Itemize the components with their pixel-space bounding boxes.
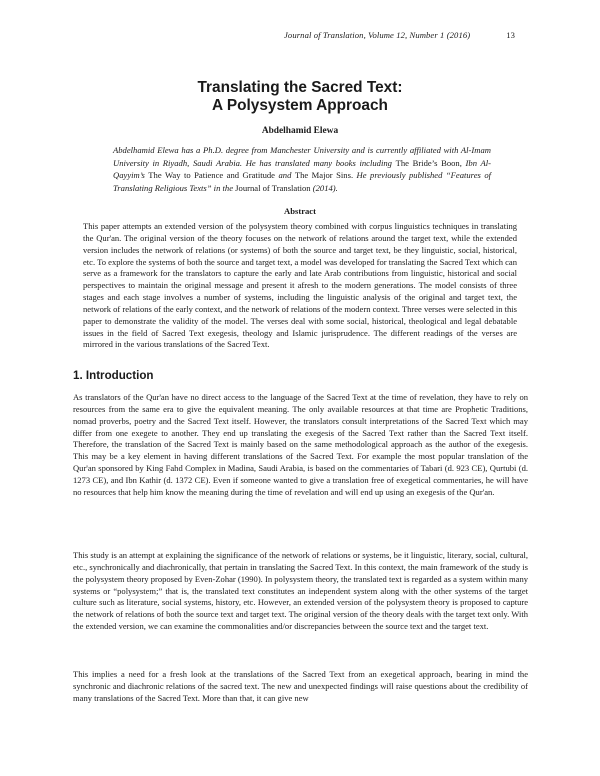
title-line-1: Translating the Sacred Text: [197, 79, 403, 96]
paragraph: This implies a need for a fresh look at the translations of the Sacred Text from an exegetical approach, bearing in mind the synchronic and diachronic relations of the sacred text. The new and unexpected findings will raise questions about the credibility of many translations of the Sacred Text. More than that, it can give new [73, 669, 528, 703]
author-name: Abdelhamid Elewa [261, 126, 339, 136]
title-line-2: A Polysystem Approach [212, 97, 388, 114]
bio-text: Ibn Al-Qayyim’s [113, 157, 491, 181]
bio-text: (2014). [310, 183, 338, 194]
bio-book-title: The Major Sins. [294, 170, 354, 181]
bio-text: and [275, 170, 295, 181]
paragraph: This study is an attempt at explaining the significance of the network of relations or systems, be it linguistic, literary, social, cultural, etc., synchronically and diachronically, that pertain in translating the Sacred Text. In this context, the main framework of the study is the polysystem theory proposed by Even-Zohar (1990). In polysystem theory, the translated text is regarded as a system within many systems or “polysystem;” that is, the translated text constitutes an independent system along with the other systems of the target culture such as literature, social systems, history, etc. However, an extended version of the polysystem theory is proposed to capture the network of relations of both the source text and target text. The original version of the theory deals with the target text only. With the extended version, we can examine the commonalities and/or discrepancies between the source text and the target text. [73, 550, 528, 632]
abstract-text: This paper attempts an extended version of the polysystem theory combined with corpus linguistics techniques in translating the Qur'an. The original version of the theory focuses on the network of relations around the target text, while the extended version includes the network of relations (or systems) of both the source and target text, be they linguistic, social, historical, etc. To explore the systems of both the source and target text, a model was developed for translating the Sacred Text which can serve as a framework for the translators to capture the early and late Arab contributions from linguistic, historical and social perspectives to maintain the original message and present it afresh to the modern generations. The model consists of three stages and each stage involves a number of systems, including the linguistic analysis of the original and target text, the network of relations of the early context, and the network of relations of the modern context. Three verses were selected in this paper to demonstrate the validity of the model. The verses deal with some social, historical, theological and legal debatable issues in the field of Sacred Text exegesis, theology and Islamic jurisprudence. The different readings of the verses are mirrored in the various translations of the Sacred Text. [83, 221, 517, 350]
running-head [0, 30, 515, 40]
article-title [0, 79, 600, 115]
author-bio [113, 144, 491, 195]
section-heading-introduction: 1. Introduction [73, 369, 154, 382]
page-number: 13 [506, 30, 515, 40]
journal-citation: Journal of Translation, Volume 12, Number 1 (2016) [284, 30, 471, 40]
bio-book-title: The Bride’s Boon, [395, 157, 462, 168]
bio-text: Abdelhamid Elewa has a Ph.D. degree from Manchester University and is currently affiliated with Al-Imam University in Riyadh, Saudi Arabia. He has translated many books including [113, 145, 491, 168]
bio-text: He previously published “Features of Translating Religious Texts” in the [113, 170, 492, 194]
paragraph: As translators of the Qur'an have no direct access to the language of the Sacred Text at the time of revelation, they have to rely on resources from the same era to give the equivalent meaning. The only available resources at that time are Prophetic Traditions, nomad proverbs, poetry and the Sacred Text itself. However, the translators consult interpretations of the Sacred Text which may differ from one exegete to another. They end up translating the exegesis of the Sacred Text rather than the Sacred Text itself. Therefore, the translation of the Sacred Text is mainly based on the same methodological approach as the author of the exegesis. This may be a key element in having different translations of the Sacred Text. For example the most popular translation of the Qur'an sponsored by King Fahd Complex in Madina, Saudi Arabia, is based on the commentaries of Tabari (d. 923 CE), Qurtubi (d. 1273 CE), and Ibn Kathir (d. 1372 CE). Even if someone wanted to give a translation free of exegetical commentaries, he will have no resources that help him know the meaning during the time of revelation and will end up using an exegesis of the Qur'an. [73, 392, 528, 497]
bio-journal-title: Journal of Translation [235, 183, 311, 194]
bio-book-title: The Way to Patience and Gratitude [148, 170, 276, 181]
abstract-heading: Abstract [284, 206, 316, 216]
